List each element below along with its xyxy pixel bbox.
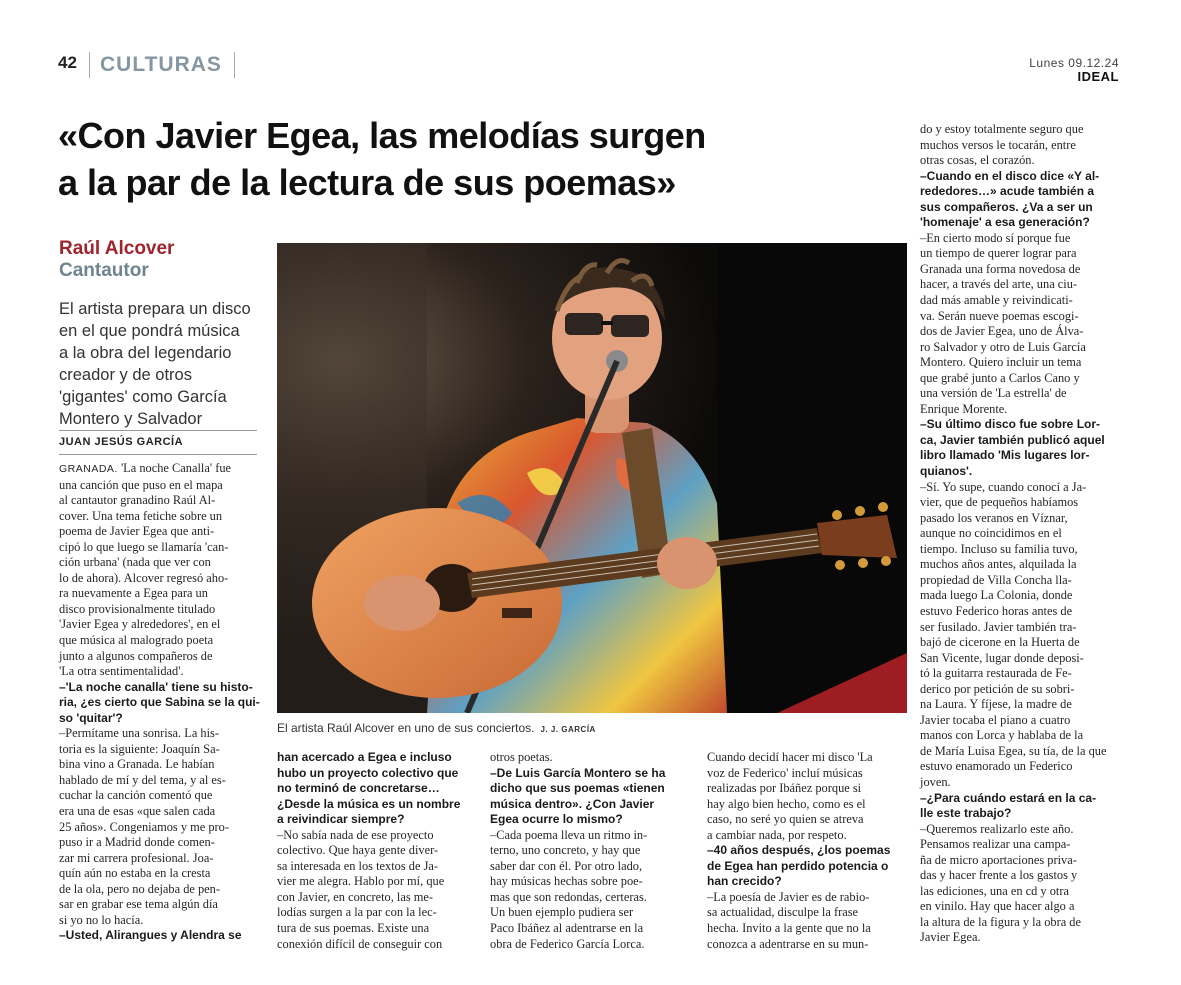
strumming-hand [364, 575, 440, 631]
interview-question-line: ria, ¿es cierto que Sabina se la qui- [59, 695, 260, 710]
answer-line: ro Salvador y otro de Luis García [920, 339, 1086, 354]
answer-line: que grabé junto a Carlos Cano y [920, 370, 1080, 385]
article-column-5 [920, 122, 1106, 946]
answer-line: quín aún no estaba en la cresta [59, 866, 211, 881]
article-column-4 [707, 750, 890, 952]
answer-line: conozca a adentrarse en su mun- [707, 936, 869, 951]
answer-line: de María Luisa Egea, su tía, de la que [920, 743, 1107, 758]
answer-line: 'La otra sentimentalidad'. [59, 664, 184, 679]
answer-line: Un buen ejemplo pudiera ser [490, 905, 634, 920]
answer-line: va. Serán nueve poemas escogi- [920, 308, 1079, 323]
answer-line: Paco Ibáñez al adentrarse en la [490, 921, 644, 936]
page-number: 42 [58, 53, 77, 72]
section-name: CULTURAS [100, 53, 222, 76]
interviewee-name: Raúl Alcover [59, 238, 175, 259]
interview-question-line: quianos'. [920, 464, 973, 479]
answer-line: bajó de cicerone en la Huerta de [920, 635, 1080, 650]
interview-question-line: han acercado a Egea e incluso [277, 750, 452, 764]
answer-line: lo de ahora). Alcover regresó aho- [59, 570, 229, 585]
answer-line: Javier Egea. [920, 930, 981, 945]
answer-line: –Queremos realizarlo este año. [920, 821, 1074, 836]
answer-line: si yo no lo hacía. [59, 912, 144, 927]
article-column-2 [277, 750, 460, 952]
concert-photo [277, 243, 907, 713]
interview-question-line: hubo un proyecto colectivo que [277, 765, 459, 780]
answer-line: poema de Javier Egea que anti- [59, 524, 215, 539]
answer-line: cover. Una tema fetiche sobre un [59, 508, 223, 523]
interview-question-line: no terminó de concretarse… [277, 781, 440, 796]
interview-question-line: Egea ocurre lo mismo? [490, 812, 623, 827]
answer-line: –Permítame una sonrisa. La his- [59, 726, 220, 741]
answer-line: tiempo. Incluso su familia tuvo, [920, 541, 1078, 556]
header-divider [234, 52, 235, 78]
answer-line: –En cierto modo sí porque fue [920, 230, 1071, 245]
answer-line: hecha. Invito a la gente que no la [707, 921, 871, 936]
answer-line: –Sí. Yo supe, cuando conocí a Ja- [920, 479, 1087, 494]
interview-question-line: –Cuando en el disco dice «Y al- [920, 168, 1100, 183]
interview-question-line: sus compañeros. ¿Va a ser un [920, 199, 1093, 214]
answer-line: la altura de la figura y la obra de [920, 914, 1081, 929]
standfirst-line: 'gigantes' como García [59, 388, 227, 406]
author-byline: JUAN JESÚS GARCÍA [59, 436, 184, 448]
answer-line: San Vicente, lugar donde deposi- [920, 650, 1084, 665]
answer-line: cuchar la canción comentó que [59, 788, 213, 803]
answer-line: otros poetas. [490, 750, 553, 764]
standfirst-line: Montero y Salvador [59, 410, 203, 428]
answer-line: das y hacer frente a los gastos y [920, 868, 1078, 883]
answer-line: pasado los veranos en Víznar, [920, 510, 1068, 525]
interview-question-line: –De Luis García Montero se ha [490, 765, 666, 780]
answer-line: do y estoy totalmente seguro que [920, 122, 1084, 136]
answer-line: a cambiar nada, por respeto. [707, 827, 847, 842]
divider [59, 430, 257, 431]
interview-question-line: ca, Javier también publicó aquel [920, 432, 1105, 447]
header-date: Lunes 09.12.24 [1029, 56, 1119, 70]
interview-question-line: –¿Para cuándo estará en la ca- [920, 790, 1097, 805]
caption-text: El artista Raúl Alcover en uno de sus conciertos. [277, 721, 535, 735]
answer-line: mada luego La Colonia, donde [920, 588, 1073, 603]
headline [58, 112, 918, 206]
answer-line: en vinilo. Hay que hacer algo a [920, 899, 1075, 914]
answer-line: Granada una forma novedosa de [920, 261, 1081, 276]
answer-line: bina vino a Granada. Le habían [59, 757, 215, 772]
interview-question-line: –'La noche canalla' tiene su histo- [59, 679, 253, 694]
answer-line: disco provisionalmente titulado [59, 601, 216, 616]
dateline-city: GRANADA. [59, 463, 118, 475]
answer-line: era una de esas «que salen cada [59, 804, 216, 819]
answer-line: puso ir a Madrid donde comen- [59, 835, 215, 850]
answer-line: estuvo Federico horas antes de [920, 603, 1073, 618]
answer-line: 'Javier Egea y alrededores', en el [59, 617, 221, 632]
answer-line: las ediciones, una en cd y otra [920, 883, 1069, 898]
interview-question-line: 'homenaje' a esa generación? [920, 215, 1090, 230]
answer-line: toria es la siguiente: Joaquín Sa- [59, 741, 220, 756]
photo-caption [277, 721, 596, 735]
answer-line: saber dar con él. Por otro lado, [490, 858, 643, 873]
answer-line: hay músicas hechas sobre poe- [490, 874, 643, 889]
header-divider [89, 52, 90, 78]
standfirst [59, 298, 259, 430]
answer-line: ra nuevamente a Egea para un [59, 586, 208, 601]
interview-question-line: –Usted, Alirangues y Alendra se [59, 928, 242, 943]
answer-line: una versión de 'La estrella' de [920, 386, 1067, 401]
answer-line: hacer, a través del arte, una ciu- [920, 277, 1078, 292]
answer-line: –La poesía de Javier es de rabio- [707, 889, 870, 904]
answer-line: vier me alegra. Hablo por mí, que [277, 874, 445, 889]
answer-line: Montero. Quiero incluir un tema [920, 355, 1082, 370]
standfirst-line: creador y de otros [59, 366, 192, 384]
interview-question-line: so 'quitar'? [59, 710, 123, 725]
answer-line: sa interesada en los textos de Ja- [277, 858, 439, 873]
answer-line: tó la guitarra restaurada de Fe- [920, 666, 1072, 681]
answer-line: aunque no coincidimos en el [920, 526, 1062, 541]
answer-line: manos con Lorca y hablaba de la [920, 728, 1084, 743]
answer-line: sa actualidad, disculpe la frase [707, 905, 859, 920]
standfirst-line: El artista prepara un disco [59, 300, 251, 318]
answer-line: estuvo enamorado un Federico [920, 759, 1073, 774]
interview-question-line: a reivindicar siempre? [277, 812, 405, 827]
interview-question-line: libro llamado 'Mis lugares lor- [920, 448, 1090, 463]
answer-line: realizadas por Ibáñez porque si [707, 781, 862, 796]
answer-line: joven. [920, 774, 951, 789]
fretting-hand [657, 537, 717, 589]
answer-line: ser fusilado. Javier también tra- [920, 619, 1077, 634]
interview-question-line: –Su último disco fue sobre Lor- [920, 417, 1101, 432]
standfirst-line: a la obra del legendario [59, 344, 232, 362]
answer-line: al cantautor granadino Raúl Al- [59, 493, 216, 508]
answer-line: muchos años antes, alquilada la [920, 557, 1077, 572]
answer-line: hablado de mí y del tema, y al es- [59, 772, 226, 787]
answer-line: 25 años». Congeniamos y me pro- [59, 819, 230, 834]
answer-line: otras cosas, el corazón. [920, 153, 1035, 168]
answer-line: lodías surgen a la par con la lec- [277, 905, 437, 920]
answer-line: na Laura. Y fíjese, la madre de [920, 697, 1072, 712]
answer-line: cipó lo que luego se llamaría 'can- [59, 539, 229, 554]
answer-line: –Cada poema lleva un ritmo in- [490, 827, 648, 842]
answer-line: una canción que puso en el mapa [59, 477, 223, 492]
answer-line: colectivo. Que haya gente diver- [277, 843, 439, 858]
answer-text: 'La noche Canalla' fue [117, 461, 232, 475]
answer-line: ña de micro aportaciones priva- [920, 852, 1077, 867]
interview-question-line: han crecido? [707, 874, 782, 889]
interview-question-line: música dentro». ¿Con Javier [490, 796, 655, 811]
answer-line: propiedad de Villa Concha lla- [920, 572, 1072, 587]
answer-line [59, 461, 260, 478]
answer-line: obra de Federico García Lorca. [490, 936, 645, 951]
article-column-1 [59, 461, 260, 944]
interview-question-line: dicho que sus poemas «tienen [490, 781, 665, 796]
answer-line: que música al malogrado poeta [59, 633, 214, 648]
answer-line: de la ola, pero no dejaba de pen- [59, 881, 221, 896]
answer-line: conexión difícil de conseguir con [277, 936, 443, 951]
headline-line: a la par de la lectura de sus poemas» [58, 162, 676, 203]
answer-line: junto a algunos compañeros de [59, 648, 213, 663]
article-column-3 [490, 750, 665, 952]
standfirst-line: en el que pondrá música [59, 322, 240, 340]
newspaper-name: IDEAL [1077, 69, 1119, 84]
answer-line: Javier tocaba el piano a cuatro [920, 712, 1071, 727]
answer-line: derico por petición de su sobri- [920, 681, 1075, 696]
answer-line: –No sabía nada de ese proyecto [277, 827, 434, 842]
answer-line: mas que son redondas, certeras. [490, 889, 647, 904]
headline-line: «Con Javier Egea, las melodías surgen [58, 115, 706, 156]
answer-line: terno, uno concreto, y hay que [490, 843, 641, 858]
answer-line: vier, que de pequeños habíamos [920, 495, 1079, 510]
answer-line: Enrique Morente. [920, 401, 1008, 416]
answer-line: voz de Federico' incluí músicas [707, 765, 863, 780]
answer-line: caso, no seré yo quien se atreva [707, 812, 864, 827]
interview-question-line: de Egea han perdido potencia o [707, 858, 889, 873]
interview-question-line: lle este trabajo? [920, 806, 1012, 821]
answer-line: Cuando decidí hacer mi disco 'La [707, 750, 873, 764]
answer-line: Pensamos realizar una campa- [920, 837, 1071, 852]
answer-line: con Javier, en concreto, las me- [277, 889, 434, 904]
answer-line: hay algo bien hecho, como es el [707, 796, 866, 811]
answer-line: zar mi carrera profesional. Joa- [59, 850, 214, 865]
interview-question-line: ¿Desde la música es un nombre [277, 796, 461, 811]
answer-line: dos de Javier Egea, uno de Álva- [920, 324, 1084, 339]
photo-credit: J. J. GARCÍA [540, 725, 596, 734]
answer-line: tura de sus poemas. Existe una [277, 921, 430, 936]
interviewee-role: Cantautor [59, 260, 149, 281]
divider [59, 454, 257, 455]
interview-question-line: rededores…» acude también a [920, 184, 1095, 199]
answer-line: muchos versos le tocarán, entre [920, 137, 1076, 152]
answer-line: dad más amable y reivindicati- [920, 293, 1073, 308]
answer-line: sar en grabar ese tema algún día [59, 897, 218, 912]
interview-question-line: –40 años después, ¿los poemas [707, 843, 891, 858]
answer-line: un tiempo de querer lograr para [920, 246, 1077, 261]
answer-line: ción urbana' (nada que ver con [59, 555, 211, 570]
